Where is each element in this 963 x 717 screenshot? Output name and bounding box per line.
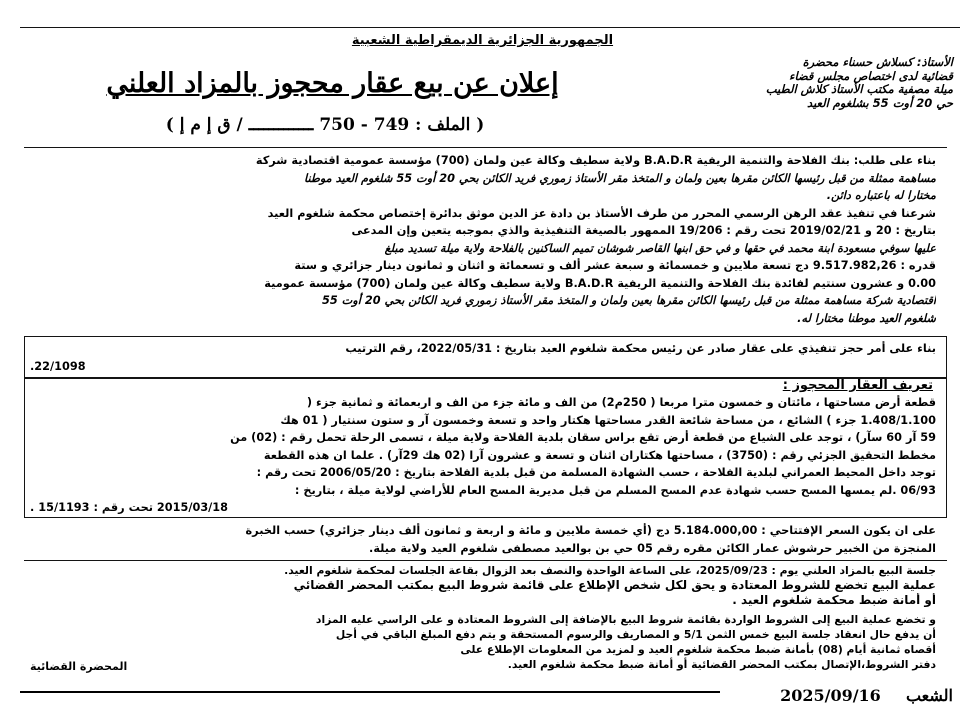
text-line: 2015/03/18 تحت رقم : 15/1193 . — [30, 501, 229, 514]
text-line: شرعنا في تنفيذ عقد الرهن الرسمي المحرر من طرف الأستاذ بن دادة عز الدين موثق بدائرة إختصاص محكمة شلغوم العيد — [267, 206, 936, 220]
property-heading: تعريف العقار المحجوز : — [782, 378, 933, 393]
lawyer-line: ميلة مصفية مكتب الأستاذ كلاش الطيب — [765, 82, 953, 96]
text-line: عليها سوفي مسعودة ابنة محمد في حقها و في حق ابنها القاصر شوشان تميم الساكنين بالفلاحة ولاية ميلة تسديد مبلغ — [384, 241, 936, 255]
text-line: أو أمانة ضبط محكمة شلغوم العيد . — [732, 593, 936, 607]
text-line: 1.408/1.100 جزء ) الشائع ، من مساحة شائعة القدر مساحتها هكتار واحد و تسعة وخمسون آر و ستون سنتيار ( 01 هك — [280, 413, 936, 427]
text-line: جلسة البيع بالمزاد العلني يوم : 2025/09/23، على الساعة الواحدة والنصف بعد الزوال بقاعة الجلسات لمحكمة شلغوم العيد. — [284, 564, 936, 577]
divider — [24, 560, 947, 561]
text-line: 59 آر 60 سآر) ، توجد على الشياع من قطعة أرض تقع براس سقان بلدية الفلاحة ولاية ميلة ، تسمى الرحلة تحمل رقم : (02) من — [230, 431, 936, 444]
text-line: المنجزة من الخبير حرشوش عمار الكائن مقره رقم 05 حي بن بوالعيد مصطفى شلغوم العيد ولاية ميلة. — [369, 541, 936, 555]
republic-header: الجمهورية الجزائرية الديمقراطية الشعبية — [351, 33, 614, 48]
text-line: 06/93 .لم يمسها المسح حسب شهادة عدم المسح المسلم من قبل مديرية المسح العام للأراضي لولاية ميلة ، بتاريخ : — [294, 483, 936, 497]
lawyer-line: الأستاذ: كسلاش حسناء محضرة — [802, 55, 953, 69]
text-line: مساهمة ممثلة من قبل رئيسها الكائن مقرها بعين ولمان و المتخذ مقر الأستاذ زموري فريد الكائن بحي 20 أوت 55 شلغوم العيد موطنا — [304, 171, 936, 185]
newspaper-name: الشعب — [905, 686, 953, 705]
text-line: 0.00 و عشرون سنتيم لفائدة بنك الفلاحة والتنمية الريفية B.A.D.R ولاية سطيف وكالة عين ولمان (700) مؤسسة عمومية — [264, 276, 936, 290]
text-line: قطعة أرض مساحتها ، مائتان و خمسون مترا مربعا ( 250م2) من الف و مائة جزء من الف و اربعمائة و ثمانية جزء ( — [306, 396, 936, 409]
text-line: بناء على طلب: بنك الفلاحة والتنمية الريفية B.A.D.R ولاية سطيف وكالة عين ولمان (700) مؤسسة عمومية اقتصادية شركة — [255, 154, 936, 167]
opening-price-section — [30, 522, 936, 557]
text-line: أن يدفع حال انعقاد جلسة البيع خمس الثمن 5/1 و المصاريف والرسوم المستحقة و يتم دفع المبلغ الباقي في أجل — [335, 628, 936, 641]
property-section — [30, 394, 936, 517]
lawyer-block — [583, 56, 953, 110]
text-line: بناء على أمر حجز تنفيذي على عقار صادر عن رئيس محكمة شلغوم العيد بتاريخ : 2022/05/31، رقم الترتيب — [345, 342, 936, 355]
text-line: شلغوم العيد موطنا مختارا له. — [797, 311, 936, 325]
text-line: قدره : 9.517.982,26 دج تسعة ملايين و خمسمائة و سبعة عشر ألف و تسعمائة و اثنان و ثمانون دينار جزائري و ستة — [294, 259, 936, 272]
text-line: توجد داخل المحيط العمراني لبلدية الفلاحة ، حسب الشهادة المسلمة من قبل بلدية الفلاحة بتاريخ : 2006/05/20 تحت رقم : — [256, 466, 936, 479]
text-line: و تخضع عملية البيع إلى الشروط الواردة بقائمة شروط البيع بالإضافة إلى الشروط المعتادة و على الراسي عليه المزاد — [315, 613, 936, 626]
newspaper-footer — [780, 686, 953, 705]
seizure-order-section — [30, 340, 936, 375]
conditions-section — [30, 612, 936, 672]
lawyer-line: حي 20 أوت 55 بشلغوم العيد — [807, 95, 953, 110]
text-line: مختارا له باعتباره دائن. — [826, 189, 936, 202]
lawyer-line: قضائية لدى اختصاص مجلس قضاء — [789, 68, 953, 83]
publication-date: 2025/09/16 — [780, 686, 881, 705]
bailiff-signature: المحضرة القضائية — [30, 660, 128, 673]
text-line: على ان يكون السعر الإفتتاحي : 5.184.000,00 دج (أي خمسة ملايين و مائة و اربعة و ثمانون ألف دينار جزائري) حسب الخبرة — [245, 524, 936, 537]
text-line: بتاريخ : 20 و 2019/02/21 تحت رقم : 19/206 الممهور بالصيغة التنفيذية والذي بموجبه يتعين وإن المدعى — [351, 224, 936, 237]
case-number: ( الملف : 749 - 750 ـــــــــــــ / ق إ م إ ) — [165, 115, 485, 135]
text-line: اقتصادية شركة مساهمة ممثلة من قبل رئيسها الكائن مقرها بعين ولمان و المتخذ مقر الأستاذ زموري فريد الكائن بحي 20 أوت 55 — [321, 294, 936, 307]
text-line: 22/1098. — [30, 359, 86, 373]
text-line: عملية البيع تخضع للشروط المعتادة و يحق لكل شخص الإطلاع على قائمة شروط البيع بمكتب المحضر القضائي — [293, 578, 936, 592]
footer-rule — [20, 691, 720, 693]
session-section — [30, 563, 936, 608]
text-line: أقصاه ثمانية أيام (08) بأمانة ضبط محكمة شلغوم العيد و لمزيد من المعلومات الإطلاع على — [460, 643, 936, 656]
announcement-title: إعلان عن بيع عقار محجوز بالمزاد العلني — [106, 68, 559, 99]
text-line: مخطط التحقيق الجزئي رقم : (3750) ، مساحتها هكتاران اثنان و تسعة و عشرون آرا (02 هك 29آر) . علما ان هذه القطعة — [263, 448, 936, 462]
divider — [24, 147, 947, 148]
text-line: دفتر الشروط،الإتصال بمكتب المحضر القضائية أو أمانة ضبط محكمة شلغوم العيد. — [507, 658, 936, 671]
request-section — [30, 152, 936, 327]
